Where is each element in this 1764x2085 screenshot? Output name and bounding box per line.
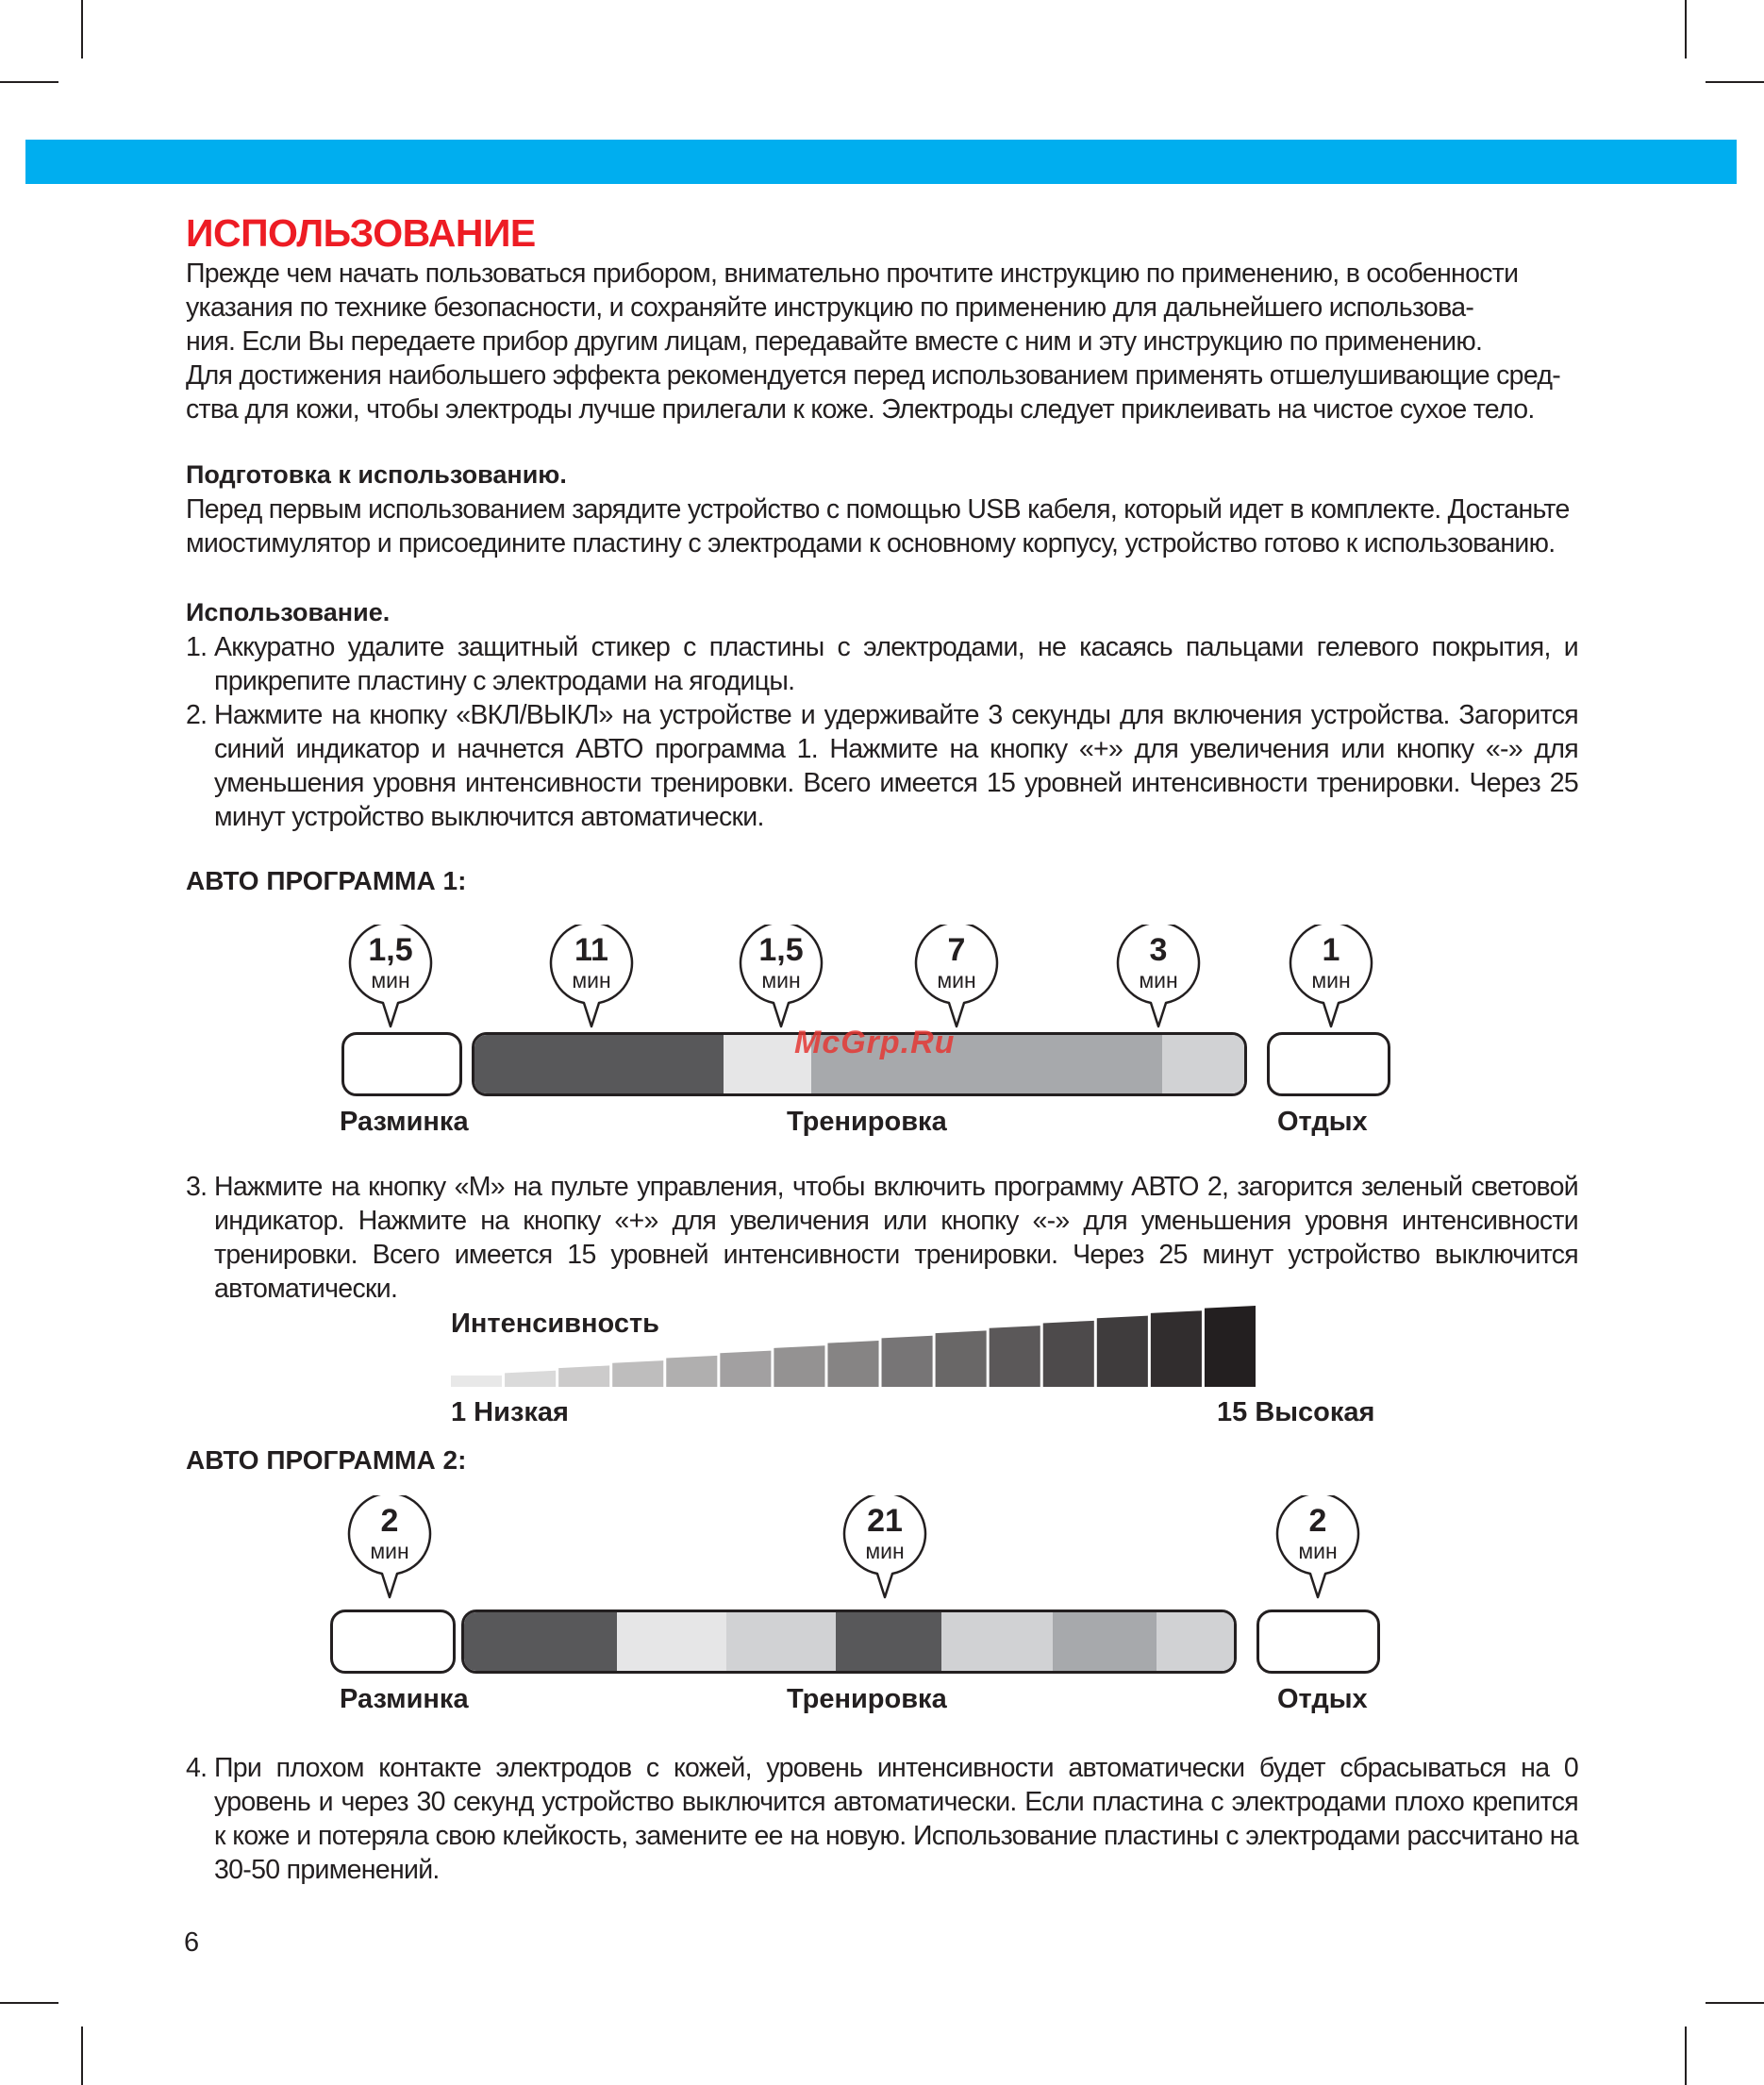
duration-unit: мин <box>572 968 611 992</box>
crop-mark <box>0 2002 58 2004</box>
crop-mark <box>0 81 58 83</box>
crop-mark <box>1706 2002 1764 2004</box>
header-band <box>25 140 1737 184</box>
training-segment <box>1157 1612 1234 1671</box>
program2-training-label: Тренировка <box>787 1684 947 1714</box>
duration-marker <box>1116 925 1201 1029</box>
intro-line: Для достижения наибольшего эффекта рекомендуется перед использованием применять отшелушивающие сред- <box>186 360 1561 391</box>
training-segment <box>836 1612 941 1671</box>
duration-marker <box>347 1495 432 1600</box>
duration-marker <box>348 925 433 1029</box>
intensity-level-bar <box>990 1326 1040 1387</box>
intensity-level-bar <box>1097 1316 1148 1387</box>
duration-unit: мин <box>370 1539 409 1563</box>
list-item <box>186 698 1578 834</box>
program1-warmup-label: Разминка <box>340 1107 469 1137</box>
duration-unit: мин <box>1139 968 1178 992</box>
duration-value: 3 <box>1149 932 1168 968</box>
list-item-number: 1. <box>186 632 208 662</box>
intro-line: ния. Если Вы передаете прибор другим лицам, передавайте вместе с ним и эту инструкцию по применению. <box>186 326 1483 357</box>
list-item-text: Нажмите на кнопку «М» на пульте управления, чтобы включить программу АВТО 2, загорится зеленый световой индикатор. Нажмите на кнопку «+» для увеличения или кнопку «-» для уменьшения уровня интенсивности тренировки. Всего имеется 15 уровней интенсивности тренировки. Через 25 минут устройство выключится автоматически. <box>214 1172 1578 1304</box>
program2-rest-label: Отдых <box>1277 1684 1368 1714</box>
intensity-level-bar <box>827 1341 878 1387</box>
list-item-number: 4. <box>186 1753 208 1783</box>
training-segment <box>941 1612 1053 1671</box>
list-item-text: При плохом контакте электродов с кожей, уровень интенсивности автоматически будет сбрасываться на 0 уровень и через 30 секунд устройство выключится автоматически. Если пластина с электродами плохо крепится к коже и потеряла свою клейкость, замените ее на новую. Использование пластины с электродами рассчитано на 30-50 применений. <box>214 1753 1578 1885</box>
intensity-level-bar <box>451 1376 502 1387</box>
intensity-level-bar <box>612 1360 663 1387</box>
training-segment <box>464 1612 617 1671</box>
intensity-label: Интенсивность <box>451 1309 659 1339</box>
list-item-number: 2. <box>186 700 208 730</box>
program2-warmup-block <box>330 1610 456 1674</box>
crop-mark <box>1685 2027 1687 2085</box>
page-number: 6 <box>184 1927 200 1958</box>
intensity-level-bar <box>774 1345 824 1387</box>
intensity-scale <box>451 1302 1256 1387</box>
duration-value: 2 <box>380 1503 399 1539</box>
duration-marker <box>1289 925 1373 1029</box>
duration-value: 11 <box>574 932 608 968</box>
program2-title: АВТО ПРОГРАММА 2: <box>186 1445 467 1475</box>
program2-rest-block <box>1256 1610 1380 1674</box>
intensity-level-bar <box>1151 1310 1202 1387</box>
intensity-low-label: 1 Низкая <box>451 1397 569 1427</box>
intensity-level-bar <box>1205 1306 1256 1387</box>
crop-mark <box>81 2027 83 2085</box>
intensity-level-bar <box>720 1351 771 1387</box>
crop-mark <box>81 0 83 58</box>
intro-line: указания по технике безопасности, и сохраняйте инструкцию по применению для дальнейшего использова- <box>186 292 1474 323</box>
duration-unit: мин <box>1298 1539 1338 1563</box>
duration-marker <box>914 925 999 1029</box>
duration-unit: мин <box>371 968 410 992</box>
intro-line: Прежде чем начать пользоваться прибором, внимательно прочтите инструкцию по применению, в особенности <box>186 259 1519 289</box>
intro-paragraph <box>186 257 1578 426</box>
intensity-level-bar <box>1043 1321 1094 1387</box>
preparation-paragraph <box>186 492 1578 560</box>
list-item <box>186 630 1578 698</box>
intensity-high-label: 15 Высокая <box>1217 1397 1375 1427</box>
duration-marker <box>739 925 824 1029</box>
training-segment <box>474 1035 724 1093</box>
list-item <box>186 1170 1578 1306</box>
list-item-text: Нажмите на кнопку «ВКЛ/ВЫКЛ» на устройстве и удерживайте 3 секунды для включения устройства. Загорится синий индикатор и начнется АВТО программа 1. Нажмите на кнопку «+» для увеличения или кнопку «-» для уменьшения уровня интенсивности тренировки. Всего имеется 15 уровней интенсивности тренировки. Через 25 минут устройство выключится автоматически. <box>214 700 1578 832</box>
program1-training-label: Тренировка <box>787 1107 947 1137</box>
duration-unit: мин <box>1311 968 1351 992</box>
intensity-level-bar <box>558 1365 609 1387</box>
intensity-level-bar <box>882 1336 933 1387</box>
program1-warmup-block <box>341 1032 462 1096</box>
training-segment <box>1053 1612 1157 1671</box>
duration-value: 1,5 <box>758 932 804 968</box>
list-item <box>186 1751 1578 1887</box>
page-title: ИСПОЛЬЗОВАНИЕ <box>186 211 536 255</box>
duration-value: 21 <box>867 1503 903 1539</box>
duration-marker <box>842 1495 927 1600</box>
list-item-text: Аккуратно удалите защитный стикер с пластины с электродами, не касаясь пальцами гелевого покрытия, и прикрепите пластину с электродами на ягодицы. <box>214 632 1578 696</box>
preparation-line: Перед первым использованием зарядите устройство с помощью USB кабеля, который идет в комплекте. Достаньте <box>186 494 1570 525</box>
training-segment <box>726 1612 836 1671</box>
program1-rest-label: Отдых <box>1277 1107 1368 1137</box>
duration-value: 1 <box>1322 932 1340 968</box>
preparation-title: Подготовка к использованию. <box>186 460 567 489</box>
duration-unit: мин <box>865 1539 905 1563</box>
duration-marker <box>1275 1495 1360 1600</box>
training-segment <box>1162 1035 1244 1093</box>
crop-mark <box>1685 0 1687 58</box>
intro-line: ства для кожи, чтобы электроды лучше прилегали к коже. Электроды следует приклеивать на чистое сухое тело. <box>186 394 1535 425</box>
program2-warmup-label: Разминка <box>340 1684 469 1714</box>
program1-rest-block <box>1267 1032 1390 1096</box>
crop-mark <box>1706 81 1764 83</box>
duration-marker <box>549 925 634 1029</box>
usage-title: Использование. <box>186 598 391 626</box>
intensity-level-bar <box>936 1330 987 1387</box>
program2-training-bar <box>461 1610 1237 1674</box>
list-item-number: 3. <box>186 1172 208 1202</box>
program1-title: АВТО ПРОГРАММА 1: <box>186 866 467 895</box>
duration-unit: мин <box>761 968 801 992</box>
duration-unit: мин <box>937 968 976 992</box>
duration-value: 7 <box>947 932 966 968</box>
intensity-level-bar <box>505 1371 556 1387</box>
intensity-level-bar <box>666 1356 717 1387</box>
training-segment <box>617 1612 726 1671</box>
watermark: McGrp.Ru <box>794 1025 956 1060</box>
duration-value: 1,5 <box>368 932 413 968</box>
duration-value: 2 <box>1308 1503 1327 1539</box>
preparation-line: миостимулятор и присоедините пластину с электродами к основному корпусу, устройство готово к использованию. <box>186 528 1556 559</box>
